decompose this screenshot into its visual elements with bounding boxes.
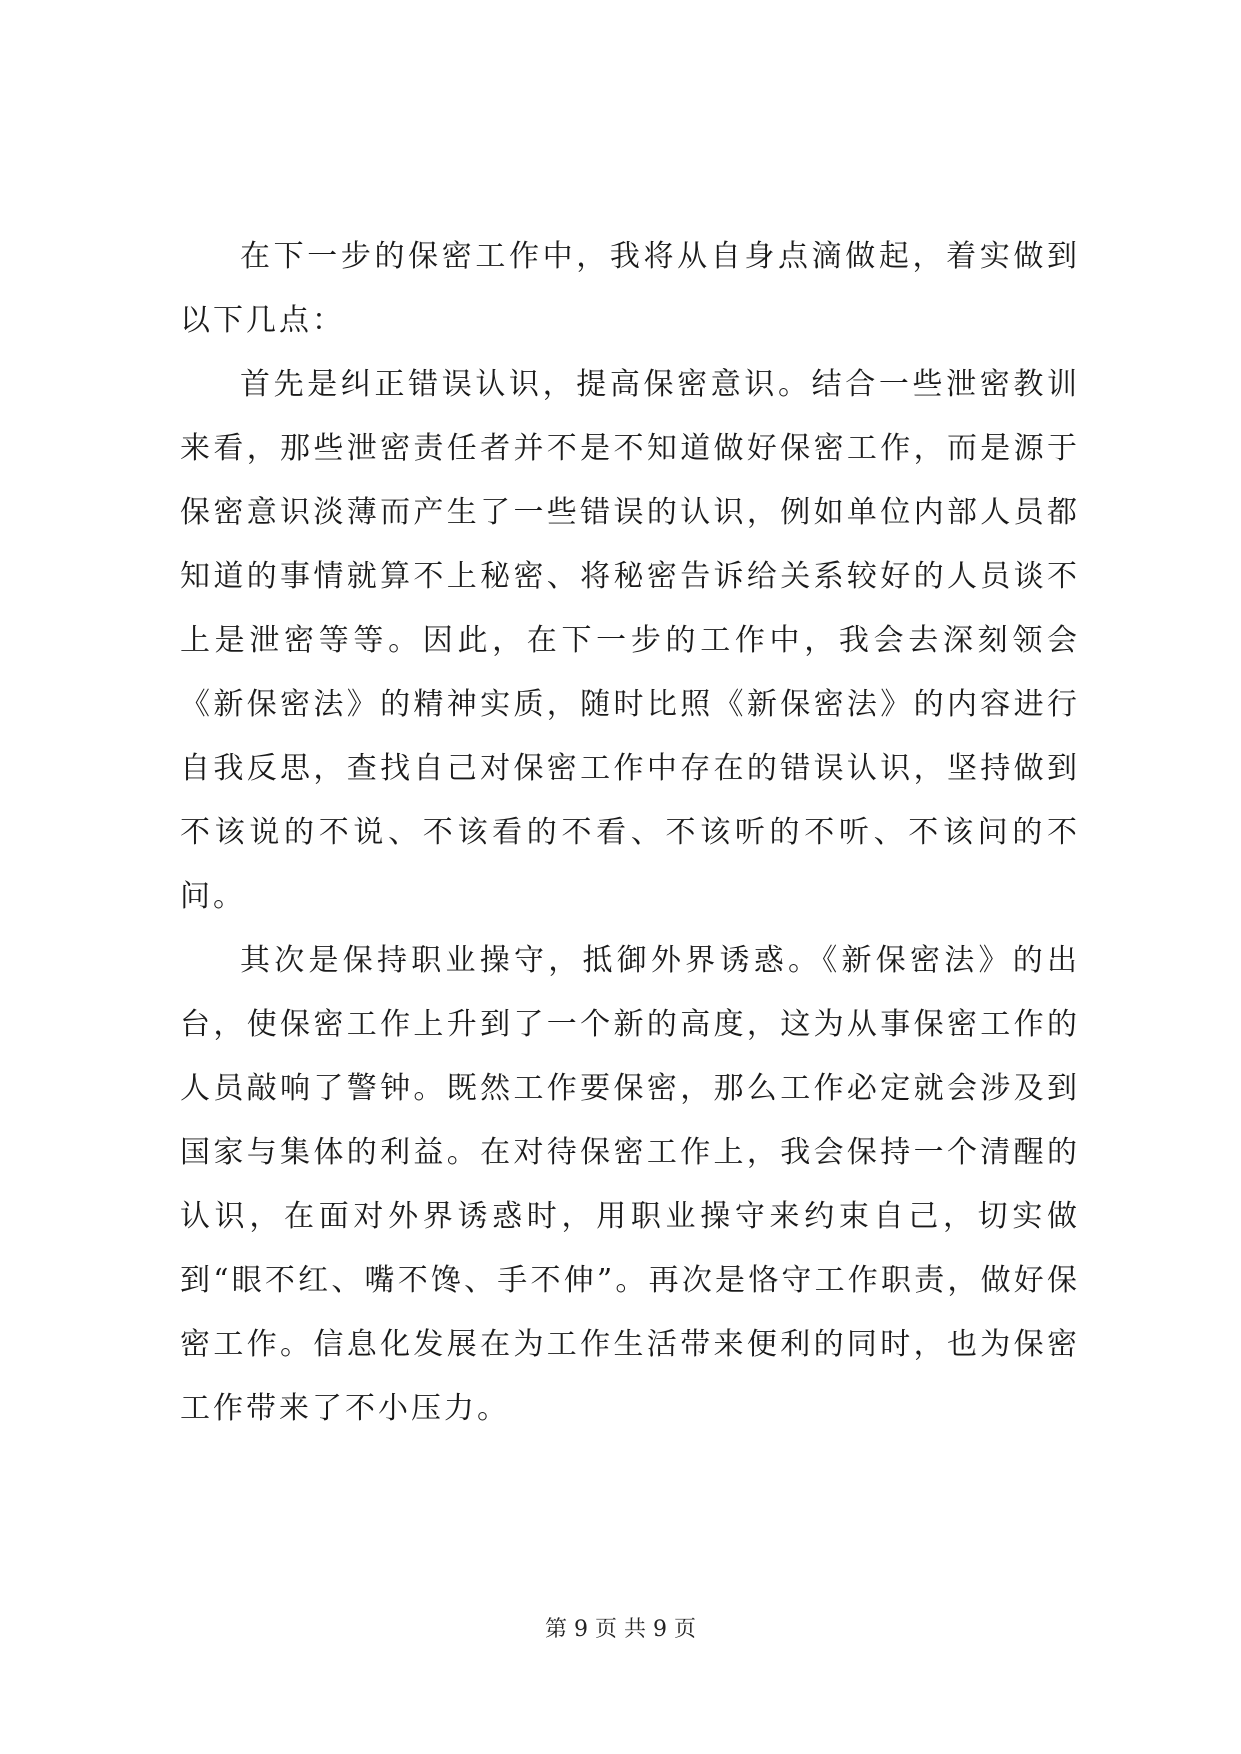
- paragraph-second-point: 其次是保持职业操守，抵御外界诱惑。《新保密法》的出台，使保密工作上升到了一个新的高度，这为从事保密工作的人员敲响了警钟。既然工作要保密，那么工作必定就会涉及到国家与集体的利益。在对待保密工作上，我会保持一个清醒的认识，在面对外界诱惑时，用职业操守来约束自己，切实做到“眼不红、嘴不馋、手不伸”。再次是恪守工作职责，做好保密工作。信息化发展在为工作生活带来便利的同时，也为保密工作带来了不小压力。: [180, 943, 1080, 1426]
- document-body: [180, 225, 1080, 1441]
- paragraph-plan: 在下一步的保密工作中，我将从自身点滴做起，着实做到以下几点：: [180, 239, 1080, 338]
- page-number-footer: 第 9 页 共 9 页: [545, 1617, 696, 1642]
- paragraph-first-point: 首先是纠正错误认识，提高保密意识。结合一些泄密教训来看，那些泄密责任者并不是不知道做好保密工作，而是源于保密意识淡薄而产生了一些错误的认识，例如单位内部人员都知道的事情就算不上秘密、将秘密告诉给关系较好的人员谈不上是泄密等等。因此，在下一步的工作中，我会去深刻领会《新保密法》的精神实质，随时比照《新保密法》的内容进行自我反思，查找自己对保密工作中存在的错误认识，坚持做到不该说的不说、不该看的不看、不该听的不听、不该问的不问。: [180, 367, 1080, 914]
